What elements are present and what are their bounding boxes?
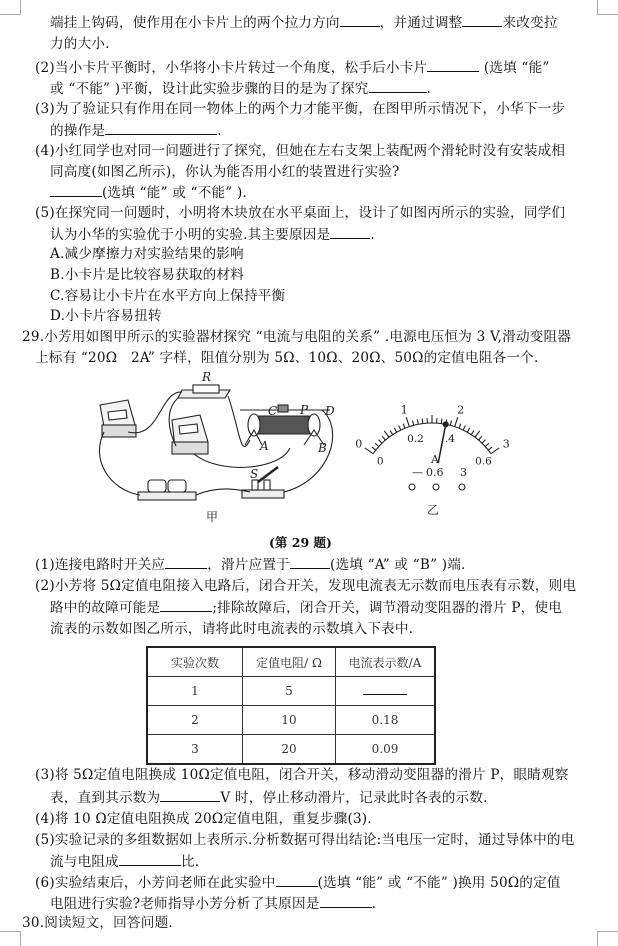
inner-tick-label: .4	[444, 433, 455, 446]
text: .	[426, 81, 432, 97]
dial-tick	[455, 417, 458, 426]
dial-tick	[406, 417, 409, 426]
wire	[228, 396, 250, 446]
cell: 0.18	[336, 706, 436, 735]
page-corner-mark	[597, 0, 618, 15]
table-row	[147, 735, 435, 765]
q28-line: 力的大小.	[50, 36, 110, 52]
text: 电阻进行实验?老师指导小芳分析了其原因是	[50, 896, 320, 912]
page-corner-mark	[597, 931, 618, 946]
terminal-3: 3	[460, 466, 467, 479]
option-d: D.小卡片容易扭转	[50, 308, 162, 324]
q29-part5: (5)实验记录的多组数据如上表所示.分析数据可得出结论:当电压一定时，通过导体中的电	[35, 832, 575, 848]
answer-blank[interactable]	[276, 872, 318, 887]
cell: 0.09	[336, 735, 436, 765]
text: (选填 “能”	[479, 60, 550, 76]
answer-blank[interactable]	[160, 787, 220, 802]
inner-tick-label: 0.6	[475, 455, 492, 468]
text: 流与电阻成	[50, 854, 119, 870]
q29-line: 流表的示数如图乙所示，请将此时电流表的示数填入下表中.	[50, 621, 414, 637]
dial-tick	[441, 419, 442, 424]
dial-tick	[471, 430, 474, 434]
text: (选填 “A” 或 “B” )端.	[329, 557, 466, 573]
cell: 1	[147, 677, 243, 706]
needle-tip	[443, 422, 448, 427]
q28-line	[50, 224, 375, 245]
label-s: S	[250, 467, 259, 481]
cell: 2	[147, 706, 243, 735]
answer-blank[interactable]	[330, 224, 370, 239]
dial-tick	[394, 428, 396, 432]
dial-tick	[399, 426, 401, 431]
answer-blank[interactable]	[369, 78, 427, 93]
answer-blank[interactable]	[160, 597, 212, 612]
text: 表，直到其示数为	[50, 790, 161, 806]
q28-part3: (3)为了验证只有作用在同一物体上的两个力才能平衡，在图甲所示情况下，小华下一步	[35, 101, 566, 117]
answer-blank[interactable]	[50, 182, 102, 197]
dial-tick	[375, 443, 379, 446]
q29-line	[50, 597, 562, 618]
text: .	[217, 123, 222, 139]
meter-unit: A	[431, 453, 439, 466]
dial-tick	[479, 436, 482, 440]
text: 的操作是	[50, 123, 106, 139]
wire	[99, 432, 140, 495]
dial-tick	[365, 448, 373, 454]
text: 路中的故障可能是	[50, 600, 161, 616]
q29-part6	[35, 872, 561, 893]
q28-line	[50, 78, 431, 99]
text: .	[370, 227, 375, 243]
dial-tick	[467, 428, 469, 432]
dial-tick	[475, 431, 480, 437]
label-r: R	[202, 370, 212, 384]
text: (1)连接电路时开关应	[35, 557, 166, 573]
answer-blank[interactable]	[105, 120, 217, 135]
cell: 10	[243, 706, 336, 735]
q29-stem: 上标有 “20Ω 2A” 字样，阻值分别为 5Ω、10Ω、20Ω、50Ω的定值电阻各一个.	[35, 350, 539, 366]
text: (6)实验结束后，小芳问老师在此实验中	[35, 875, 276, 891]
column-header: 定值电阻/ Ω	[243, 647, 336, 677]
dial-tick	[482, 440, 485, 444]
q29-part2: (2)小芳将 5Ω定值电阻接入电路后，闭合开关，发现电流表无示数而电压表有示数，则电	[35, 578, 577, 594]
text: 或 “不能” )平衡，设计此实验步骤的目的是为了探究	[50, 81, 369, 97]
table-row	[147, 706, 435, 735]
q29-line	[50, 893, 376, 914]
answer-blank[interactable]	[290, 554, 330, 569]
q28-part4: (4)小红同学也对同一问题进行了探究，但她在左右支架上装配两个滑轮时没有安装成相	[35, 143, 566, 159]
q28-line	[50, 120, 222, 141]
dial-tick	[379, 440, 382, 444]
outer-tick-label: 0	[355, 437, 363, 451]
label-a: A	[260, 439, 269, 453]
answer-blank[interactable]	[427, 57, 479, 72]
option-c: C.容易让小卡片在水平方向上保持平衡	[50, 288, 286, 304]
text: 比.	[180, 854, 200, 870]
text: ;排除故障后，闭合开关，调节滑动变阻器的滑片 P，使电	[212, 600, 563, 616]
dial-tick	[417, 419, 418, 424]
dial-tick	[413, 421, 414, 426]
text: .	[371, 896, 377, 912]
dial-tick	[459, 424, 461, 429]
answer-blank-cell[interactable]	[336, 677, 436, 706]
q28-part2	[35, 57, 550, 78]
dial-tick	[372, 447, 376, 450]
column-header: 实验次数	[147, 647, 243, 677]
outer-tick-label: 2	[457, 403, 465, 417]
q29-line	[50, 787, 488, 808]
label-p: P	[300, 403, 309, 417]
terminal-0-6: 0.6	[426, 466, 444, 479]
dial-tick	[403, 424, 405, 429]
answer-blank[interactable]	[340, 12, 380, 27]
ammeter	[172, 415, 208, 454]
figure-label-b: 乙	[427, 503, 440, 517]
q29-part1	[35, 554, 466, 575]
dial-tick	[382, 436, 385, 440]
text: (选填 “能” 或 “不能” )换用 50Ω的定值	[317, 875, 561, 891]
text: 端挂上钩码，使作用在小卡片上的两个拉力方向	[50, 15, 340, 31]
answer-blank[interactable]	[462, 12, 502, 27]
text: 来改变拉	[502, 15, 558, 31]
q28-line	[50, 182, 247, 203]
answer-blank[interactable]	[320, 893, 372, 908]
cell: 3	[147, 735, 243, 765]
battery-box	[138, 480, 196, 500]
answer-blank[interactable]	[165, 554, 207, 569]
text: (2)当小卡片平衡时，小华将小卡片转过一个角度，松手后小卡片	[35, 60, 428, 76]
cell: 20	[243, 735, 336, 765]
q28-line: 同高度(如图乙所示)，你认为能否用小红的装置进行实验?	[50, 164, 400, 180]
dial-tick	[422, 419, 423, 424]
dial-tick	[485, 443, 489, 446]
dial-tick	[390, 430, 393, 434]
switch	[242, 467, 284, 498]
q30-stem: 30.阅读短文，回答问题.	[22, 915, 173, 931]
voltmeter	[100, 400, 136, 437]
q29-part4: (4)将 10 Ω定值电阻换成 20Ω定值电阻，重复步骤(3).	[35, 811, 372, 827]
dial-tick	[488, 447, 492, 450]
label-d: D	[325, 404, 335, 418]
q28-line	[50, 12, 558, 33]
figure-label-a: 甲	[206, 510, 219, 524]
inner-tick-label: 0	[376, 455, 384, 468]
q29-part3: (3)将 5Ω定值电阻换成 10Ω定值电阻，闭合开关，移动滑动变阻器的滑片 P，眼睛观察	[35, 767, 569, 783]
answer-blank[interactable]	[119, 851, 181, 866]
text: V 时，停止移动滑片，记录此时各表的示数.	[220, 790, 488, 806]
circuit-figure	[90, 370, 520, 530]
table-header-row	[147, 647, 435, 677]
dial-arc	[373, 423, 491, 454]
page-corner-mark	[0, 931, 21, 946]
option-b: B.小卡片是比较容易获取的材料	[50, 267, 245, 283]
page-corner-mark	[0, 0, 21, 15]
data-table	[146, 646, 436, 765]
column-header: 电流表示数/A	[336, 647, 436, 677]
dial-tick	[463, 426, 465, 431]
outer-tick-label: 3	[502, 437, 510, 451]
terminal-negative: —	[412, 466, 423, 479]
q29-line	[50, 851, 199, 872]
q28-part5: (5)在探究同一问题时，小明将木块放在水平桌面上，设计了如图丙所示的实验，同学们	[35, 205, 566, 221]
table-row	[147, 677, 435, 706]
label-b: B	[318, 441, 327, 455]
option-a: A.减少摩擦力对实验结果的影响	[50, 246, 244, 262]
label-c: C	[268, 404, 278, 418]
outer-tick-label: 1	[400, 403, 408, 417]
inner-tick-label: 0.2	[407, 433, 424, 446]
text: ，滑片应置于	[207, 557, 290, 573]
q29-stem: 29.小芳用如图甲所示的实验器材探究 “电流与电阻的关系” .电源电压恒为 3 V,滑动变阻器	[22, 329, 572, 345]
dial-tick	[491, 448, 499, 454]
cell: 5	[243, 677, 336, 706]
text: ，并通过调整	[379, 15, 463, 31]
figure-caption: (第 29 题)	[269, 535, 332, 550]
fixed-resistor	[178, 385, 230, 398]
rheostat	[240, 405, 330, 445]
text: 认为小华的实验优于小明的实验.其主要原因是	[50, 227, 331, 243]
text: (选填 “能” 或 “不能” ).	[102, 185, 247, 201]
dial-tick	[384, 431, 389, 437]
dial-tick	[450, 421, 451, 426]
